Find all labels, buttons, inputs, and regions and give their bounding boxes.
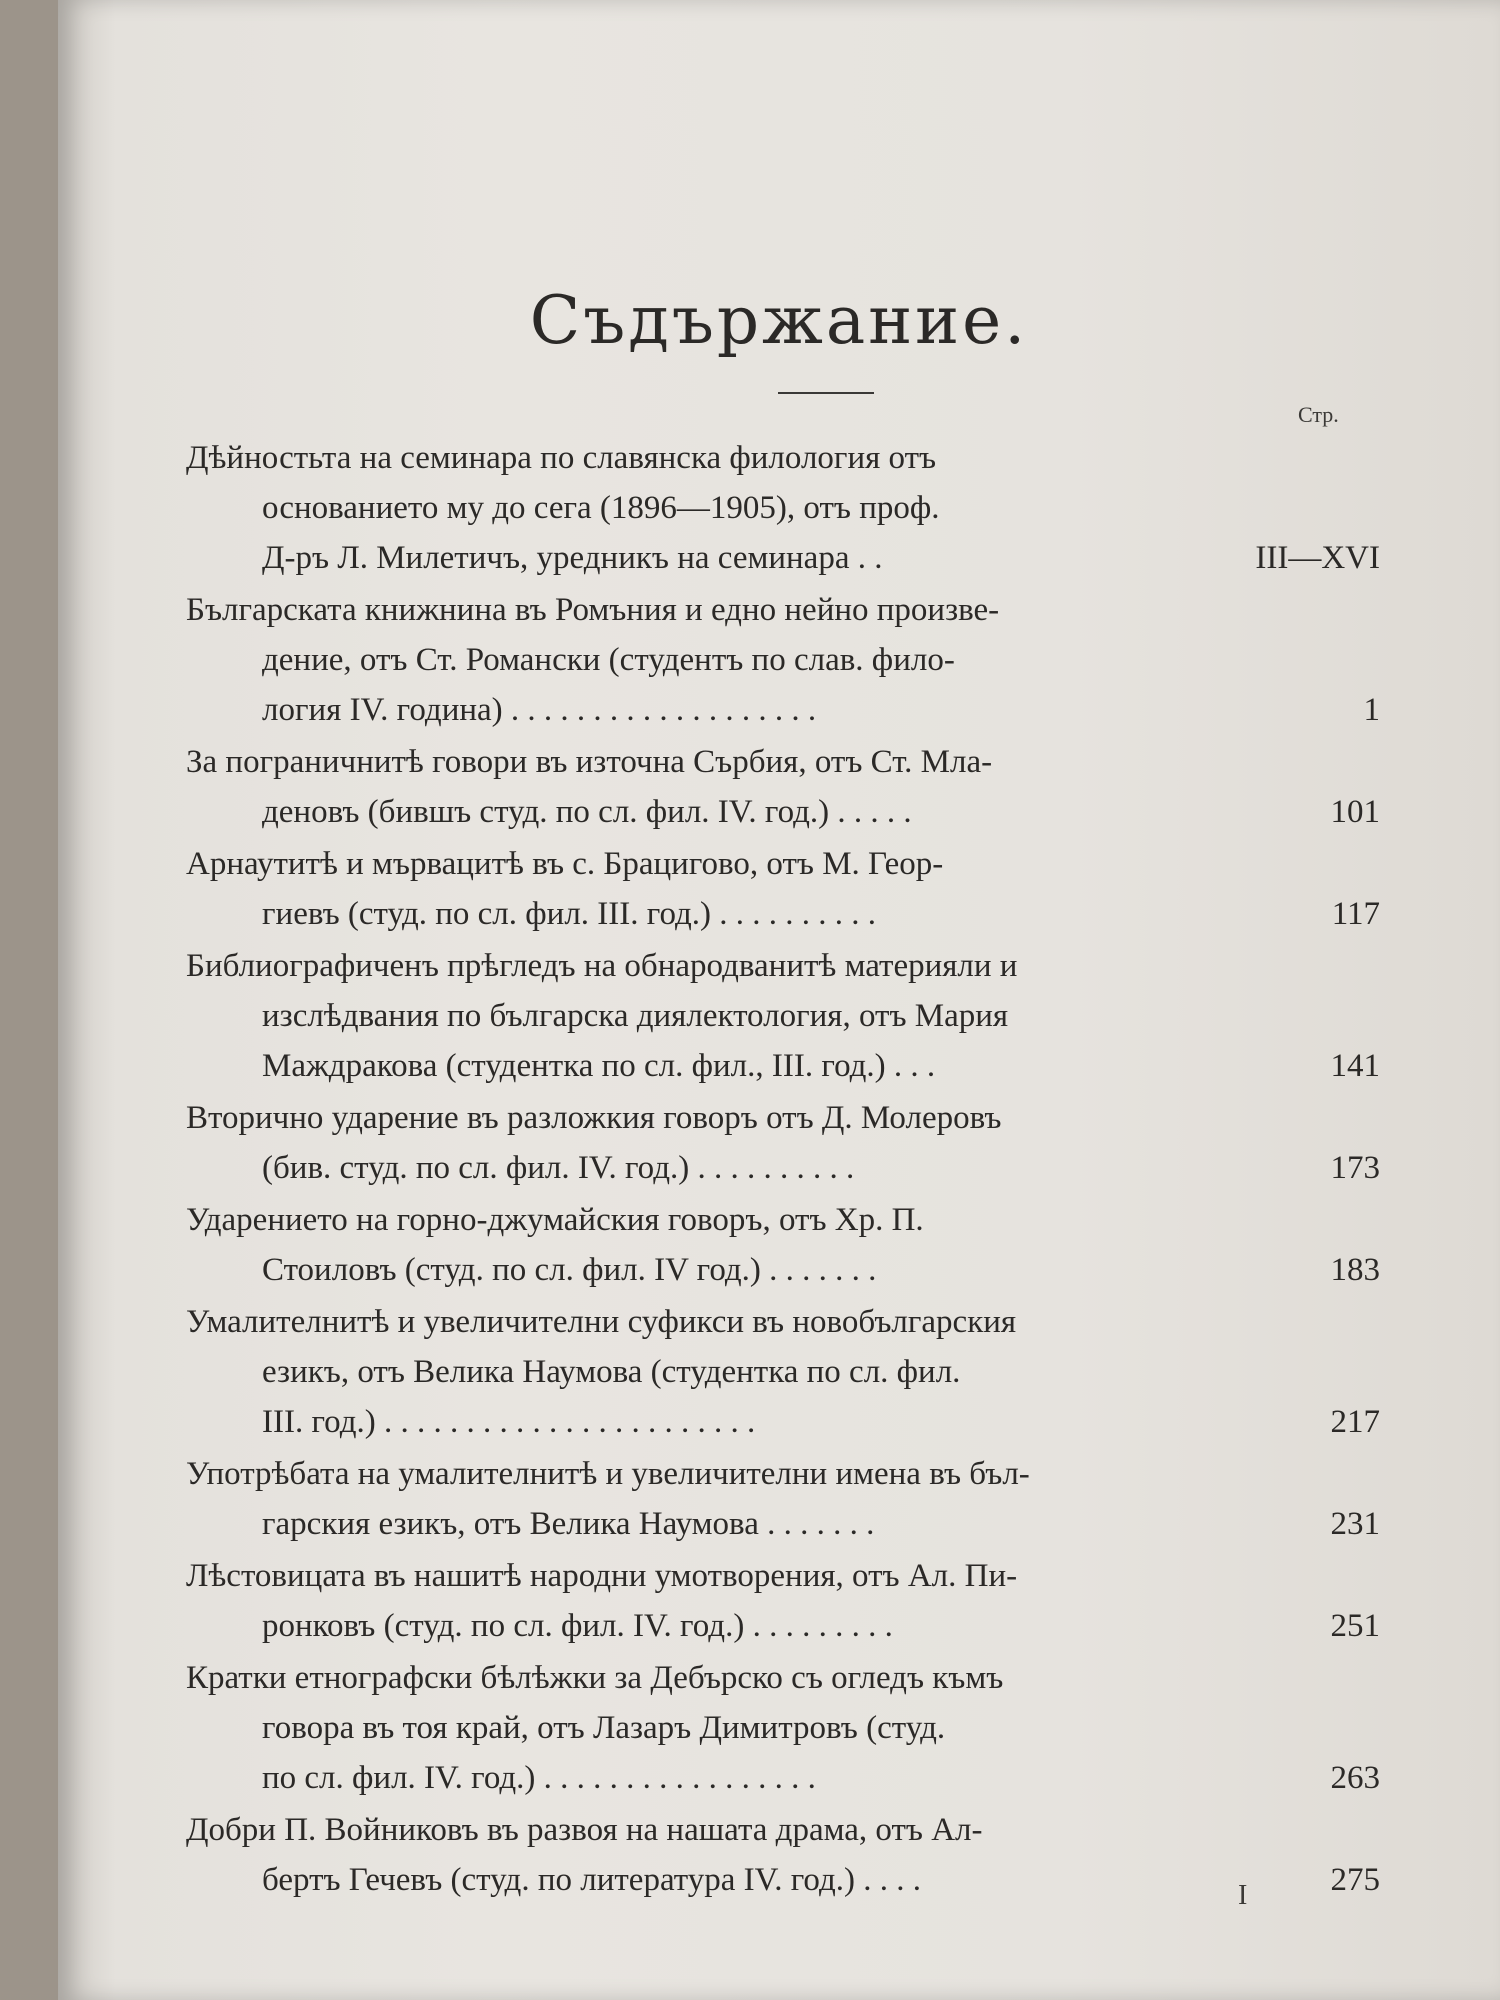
toc-entry-title-line: Библиографиченъ прѣгледъ на обнародванитѣ материяли и bbox=[186, 948, 1018, 984]
toc-entry-continuation-line: по сл. фил. IV. год.) . . . . . . . . . . . . . . . . . bbox=[262, 1760, 816, 1796]
toc-entry-page-number: 141 bbox=[1330, 1048, 1380, 1084]
toc-entry-title-line: Българската книжнина въ Ромъния и едно нейно произве- bbox=[186, 592, 1000, 628]
toc-entry-page-number: 263 bbox=[1330, 1760, 1380, 1796]
toc-entry-continuation-line: Стоиловъ (студ. по сл. фил. IV год.) . . . . . . . bbox=[262, 1252, 877, 1288]
toc-entry-title-line: Умалителнитѣ и увеличителни суфикси въ новобългарския bbox=[186, 1304, 1017, 1340]
toc-entry-continuation-line: основанието му до сега (1896—1905), отъ проф. bbox=[262, 490, 940, 526]
toc-entry-page-number: III—XVI bbox=[1255, 540, 1380, 576]
toc-entry-continuation-line: дение, отъ Ст. Романски (студентъ по слав. фило- bbox=[262, 642, 955, 678]
toc-entry-title-line: Вторично ударение въ разложкия говоръ отъ Д. Молеровъ bbox=[186, 1100, 1002, 1136]
toc-entry-page-number: 231 bbox=[1330, 1506, 1380, 1542]
toc-entry-page-number: 173 bbox=[1330, 1150, 1380, 1186]
toc-entry-title-line: Кратки етнографски бѣлѣжки за Дебърско съ огледъ къмъ bbox=[186, 1660, 1004, 1696]
toc-entry-title-line: Употрѣбата на умалителнитѣ и увеличителни имена въ бъл- bbox=[186, 1456, 1030, 1492]
toc-entry-continuation-line: говора въ тоя край, отъ Лазаръ Димитровъ (студ. bbox=[262, 1710, 946, 1746]
toc-entry-continuation-line: Д-ръ Л. Милетичъ, уредникъ на семинара . . bbox=[262, 540, 883, 576]
title-divider bbox=[778, 392, 874, 394]
toc-entry-title-line: Ударението на горно-джумайския говоръ, отъ Хр. П. bbox=[186, 1202, 924, 1238]
toc-entry-continuation-line: езикъ, отъ Велика Наумова (студентка по сл. фил. bbox=[262, 1354, 961, 1390]
toc-entry-continuation-line: деновъ (бившъ студ. по сл. фил. IV. год.) . . . . . bbox=[262, 794, 912, 830]
toc-entry-continuation-line: изслѣдвания по българска диялектология, отъ Мария bbox=[262, 998, 1009, 1034]
toc-entry-continuation-line: гарския езикъ, отъ Велика Наумова . . . . . . . bbox=[262, 1506, 875, 1542]
page-title: Съдържание. bbox=[529, 282, 1029, 359]
toc-entry-title-line: Добри П. Войниковъ въ развоя на нашата драма, отъ Ал- bbox=[186, 1812, 983, 1848]
toc-entry-page-number: 101 bbox=[1330, 794, 1380, 830]
page-column-header: Стр. bbox=[1298, 402, 1339, 427]
toc-entry-page-number: 1 bbox=[1363, 692, 1380, 728]
toc-entry-title-line: За пограничнитѣ говори въ източна Сърбия, отъ Ст. Мла- bbox=[186, 744, 993, 780]
toc-entry-page-number: 217 bbox=[1330, 1404, 1380, 1440]
toc-entry-page-number: 251 bbox=[1330, 1608, 1380, 1644]
toc-entry-page-number: 275 bbox=[1330, 1862, 1380, 1898]
toc-entry-continuation-line: III. год.) . . . . . . . . . . . . . . . . . . . . . . . bbox=[262, 1404, 756, 1440]
toc-entry-continuation-line: бертъ Гечевъ (студ. по литература IV. год.) . . . . bbox=[262, 1862, 921, 1898]
toc-entry-page-number: 117 bbox=[1331, 896, 1380, 932]
book-page bbox=[58, 0, 1500, 2000]
toc-entry-continuation-line: Маждракова (студентка по сл. фил., III. год.) . . . bbox=[262, 1048, 936, 1084]
toc-entry-continuation-line: гиевъ (студ. по сл. фил. III. год.) . . . . . . . . . . bbox=[262, 896, 877, 932]
toc-entry-page-number: 183 bbox=[1330, 1252, 1380, 1288]
toc-entry-title-line: Арнаутитѣ и мървацитѣ въ с. Брацигово, отъ М. Геор- bbox=[186, 846, 944, 882]
toc-entry-continuation-line: логия IV. година) . . . . . . . . . . . . . . . . . . . bbox=[262, 692, 817, 728]
page-folio: I bbox=[1238, 1880, 1248, 1911]
toc-entry-continuation-line: (бив. студ. по сл. фил. IV. год.) . . . . . . . . . . bbox=[262, 1150, 855, 1186]
toc-entry-title-line: Дѣйностьта на семинара по славянска филология отъ bbox=[186, 440, 937, 476]
toc-entry-continuation-line: ронковъ (студ. по сл. фил. IV. год.) . . . . . . . . . bbox=[262, 1608, 893, 1644]
toc-entry-title-line: Лѣстовицата въ нашитѣ народни умотворения, отъ Ал. Пи- bbox=[186, 1558, 1018, 1594]
